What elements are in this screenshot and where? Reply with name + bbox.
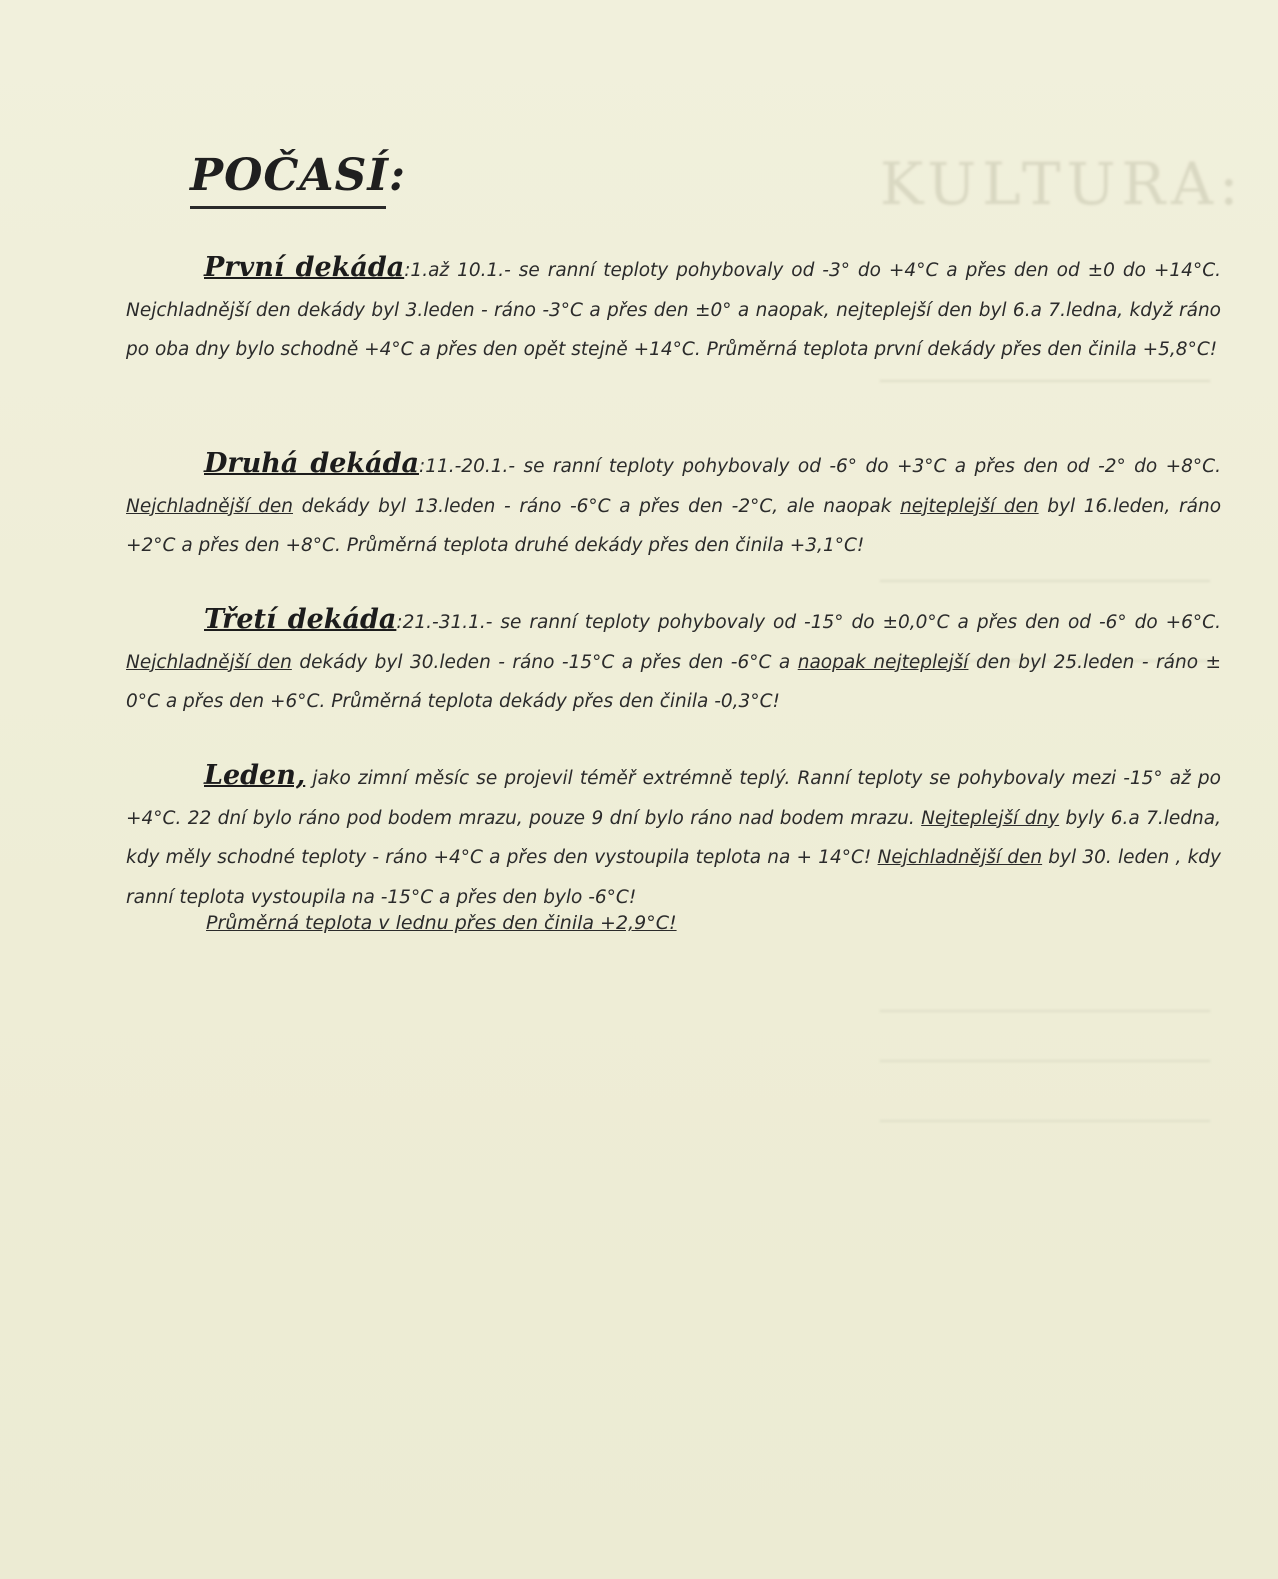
paragraph-first-decade xyxy=(126,248,1221,370)
paragraph-text: byly 6.a 7.ledna, kdy měly schodné teploty - ráno +4°C a přes den vystoupila teplota na + 14°C! xyxy=(126,807,1221,868)
heading-january: Leden, xyxy=(204,760,306,791)
paragraph-january xyxy=(126,756,1221,917)
paragraph-text: :21.-31.1.- se ranní teploty pohybovaly od -15° do ±0,0°C a přes den od -6° do +6°C. xyxy=(396,612,1221,633)
paragraph-text-underlined: Nejchladnější den xyxy=(877,847,1043,868)
paragraph-third-decade xyxy=(126,600,1221,722)
monthly-average-summary: Průměrná teplota v lednu přes den činila +2,9°C! xyxy=(206,912,677,934)
bleed-through-text: KULTURA: xyxy=(880,150,1245,218)
paragraph-text: byl 30. leden , kdy ranní teplota vystoupila na -15°C a přes den bylo -6°C! xyxy=(126,847,1221,908)
paragraph-text-underlined: Nejteplejší dny xyxy=(921,807,1060,829)
paragraph-text-underlined: Nejchladnější den xyxy=(126,495,293,517)
paragraph-text-underlined: nejteplejší den xyxy=(900,495,1039,517)
paragraph-text: dekády byl 13.leden - ráno -6°C a přes den -2°C, ale naopak xyxy=(293,495,901,517)
paragraph-second-decade xyxy=(126,444,1221,566)
paragraph-text-underlined: Nejchladnější den xyxy=(126,651,292,673)
paragraph-text: :11.-20.1.- se ranní teploty pohybovaly od -6° do +3°C a přes den od -2° do +8°C. xyxy=(418,456,1221,477)
paragraph-text-underlined: Nejchladnější den xyxy=(126,299,291,321)
paragraph-text: dekády byl 30.leden - ráno -15°C a přes den -6°C a xyxy=(291,651,798,673)
paragraph-text-underlined: naopak nejteplejší xyxy=(797,651,969,673)
paragraph-text: dekády byl 3.leden - ráno -3°C a přes den ±0° a naopak, nejteplejší den byl 6.a 7.ledna, když ráno po oba dny bylo schodně +4°C a přes den opět stejně +14°C. Průměrná teplota první dekády přes den činila +5,8°C! xyxy=(126,299,1222,360)
heading-third-decade: Třetí dekáda xyxy=(204,604,397,635)
heading-second-decade: Druhá dekáda xyxy=(204,448,419,479)
page-title: POČASÍ: xyxy=(190,150,407,201)
paragraph-text: jako zimní měsíc se projevil téměř extrémně teplý. Ranní teploty se pohybovaly mezi -15° až po +4°C. 22 dní bylo ráno pod bodem mrazu, pouze 9 dní bylo ráno nad bodem mrazu. xyxy=(126,768,1221,829)
paragraph-text: :1.až 10.1.- se ranní teploty pohybovaly od -3° do +4°C a přes den od ±0 do +14°C. xyxy=(404,260,1221,281)
heading-first-decade: První dekáda xyxy=(204,252,405,283)
title-underline xyxy=(190,206,386,209)
paragraph-text: den byl 25.leden - ráno ± 0°C a přes den +6°C. Průměrná teplota dekády přes den činila -0,3°C! xyxy=(126,651,1222,712)
paragraph-text: byl 16.leden, ráno +2°C a přes den +8°C. Průměrná teplota druhé dekády přes den činila +3,1°C! xyxy=(126,495,1222,556)
